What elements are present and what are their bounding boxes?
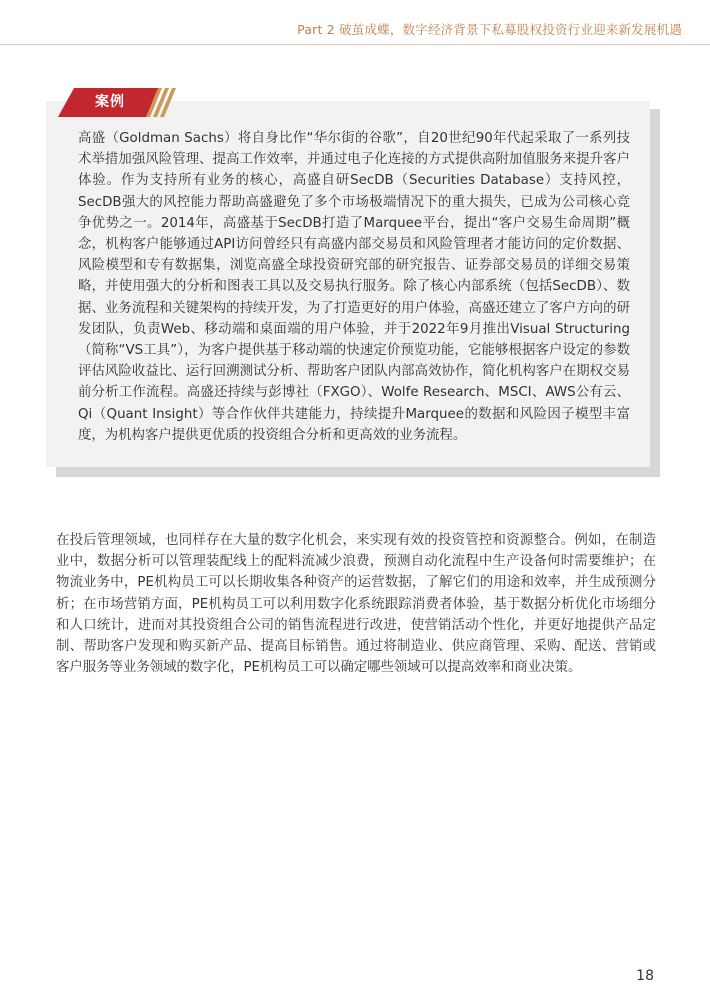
decorative-stripes-icon — [146, 88, 186, 117]
page-number: 18 — [636, 968, 654, 984]
running-header: Part 2 破茧成蝶，数字经济背景下私募股权投资行业迎来新发展机遇 — [297, 22, 682, 37]
header-divider — [0, 44, 710, 45]
body-paragraph: 在投后管理领域，也同样存在大量的数字化机会，来实现有效的投资管控和资源整合。例如，在制造业中，数据分析可以管理装配线上的配料流减少浪费，预测自动化流程中生产设备何时需要维护；在物流业务中，PE机构员工可以长期收集各种资产的运营数据，了解它们的用途和效率，并生成预测分析；在市场营销方面，PE机构员工可以利用数字化系统跟踪消费者体验，基于数据分析优化市场细分和人口统计，进而对其投资组合公司的销售流程进行改进，使营销活动个性化，并更好地提供产品定制、帮助客户发现和购买新产品、提高目标销售。通过将制造业、供应商管理、采购、配送、营销或客户服务等业务领域的数字化，PE机构员工可以确定哪些领域可以提高效率和商业决策。 — [56, 533, 656, 676]
case-label: 案例 — [95, 94, 125, 110]
case-study-text: 高盛（Goldman Sachs）将自身比作“华尔街的谷歌”，自20世纪90年代起采取了一系列技术举措加强风险管理、提高工作效率，并通过电子化连接的方式提供高附加值服务来提升客户体验。作为支持所有业务的核心，高盛自研SecDB（Securities Database）支持风控，SecDB强大的风控能力帮助高盛避免了多个市场极端情况下的重大损失，已成为公司核心竞争优势之一。2014年，高盛基于SecDB打造了Marquee平台，提出“客户交易生命周期”概念，机构客户能够通过API访问曾经只有高盛内部交易员和风险管理者才能访问的定价数据、风险模型和专有数据集，浏览高盛全球投资研究部的研究报告、证券部交易员的详细交易策略，并使用强大的分析和图表工具以及交易执行服务。除了核心内部系统（包括SecDB）、数据、业务流程和关键架构的持续开发，为了打造更好的用户体验，高盛还建立了客户方向的研发团队，负责Web、移动端和桌面端的用户体验，并于2022年9月推出Visual Structuring（简称“VS工具”），为客户提供基于移动端的快速定价预览功能，它能够根据客户设定的参数评估风险收益比、运行回溯测试分析、帮助客户团队内部高效协作，简化机构客户在期权交易前分析工作流程。高盛还持续与彭博社（FXGO）、Wolfe Research、MSCI、AWS公有云、Qi（Quant Insight）等合作伙伴共建能力，持续提升Marquee的数据和风险因子模型丰富度，为机构客户提供更优质的投资组合分析和更高效的业务流程。 — [78, 131, 630, 443]
